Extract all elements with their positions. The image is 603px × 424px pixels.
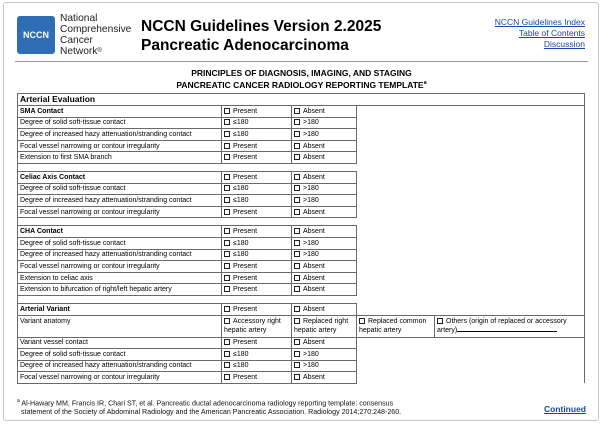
option-cell [222,117,292,129]
option-cell [222,349,292,361]
criterion-label: Focal vessel narrowing or contour irregularity [18,140,222,152]
checkbox[interactable] [294,174,300,180]
option-label: Present [233,228,258,236]
checkbox[interactable] [224,240,230,246]
blank-cell [357,152,585,164]
option-label: Replaced right hepatic artery [294,317,349,334]
option-label: >180 [303,350,319,358]
option-label: >180 [303,239,319,247]
option-cell [292,315,357,337]
radiology-template-table [17,93,585,384]
blank-cell [357,218,585,226]
option-cell [292,140,357,152]
spacer-cell [292,163,357,171]
checkbox[interactable] [294,318,300,324]
blank-cell [357,226,585,238]
criterion-label: Extension to first SMA branch [18,152,222,164]
registered-mark: ® [97,48,102,54]
blank-cell [357,295,585,303]
option-label: >180 [303,185,319,193]
blank-cell [357,171,585,183]
blank-cell [357,272,585,284]
checkbox[interactable] [224,197,230,203]
footnote [17,397,401,417]
blank-cell [357,206,585,218]
spacer-row [18,295,585,303]
spacer-cell [222,295,292,303]
criterion-label: Focal vessel narrowing or contour irregularity [18,206,222,218]
option-label: Present [233,142,258,150]
option-cell [292,360,357,372]
other-artery-input[interactable] [457,326,557,332]
criterion-label: Focal vessel narrowing or contour irregularity [18,372,222,384]
criterion-label: Extension to bifurcation of right/left hepatic artery [18,284,222,296]
spacer-cell [18,295,222,303]
option-cell [292,261,357,273]
checkbox[interactable] [359,318,365,324]
guidelines-index-link[interactable]: NCCN Guidelines Index [494,17,585,27]
checkbox[interactable] [294,374,300,380]
blank-cell [357,163,585,171]
option-label: Present [233,305,258,313]
option-cell [222,315,292,337]
option-cell [222,237,292,249]
option-cell [222,284,292,296]
footnote-marker: a [17,398,20,404]
checkbox[interactable] [294,240,300,246]
option-label: Present [233,374,258,382]
option-cell [222,261,292,273]
option-cell [292,272,357,284]
spacer-cell [292,295,357,303]
criterion-label: Degree of increased hazy attenuation/stranding contact [18,360,222,372]
option-cell [222,360,292,372]
blank-cell [357,195,585,207]
checkbox[interactable] [437,318,443,324]
header-divider [15,61,588,62]
option-cell [222,249,292,261]
option-label: Others (origin of replaced or accessory artery) [437,317,567,334]
checkbox[interactable] [294,197,300,203]
option-label: Present [233,274,258,282]
option-cell [222,183,292,195]
page-title [141,17,381,55]
option-cell [292,195,357,207]
checkbox[interactable] [224,174,230,180]
checkbox[interactable] [294,131,300,137]
option-label: Absent [303,208,325,216]
criterion-label: Degree of increased hazy attenuation/stranding contact [18,249,222,261]
option-cell [292,249,357,261]
option-label: Absent [303,286,325,294]
guideline-topic: Pancreatic Adenocarcinoma [141,37,349,54]
option-label: Absent [303,374,325,382]
arterial-evaluation-heading: Arterial Evaluation [18,94,585,106]
option-cell [292,152,357,164]
logo-text: NCCN [23,30,49,40]
checkbox[interactable] [294,339,300,345]
checkbox[interactable] [224,131,230,137]
table-row [18,183,585,195]
org-line: Comprehensive [60,24,132,35]
checkbox[interactable] [294,143,300,149]
option-label: Absent [303,262,325,270]
table-row [18,315,585,337]
checkbox[interactable] [224,108,230,114]
blank-cell [357,129,585,141]
option-label: Replaced common hepatic artery [359,317,427,334]
checkbox[interactable] [224,143,230,149]
option-label: Present [233,286,258,294]
footnote-line1: $^a$ Al-Hawary MM, Francis IR, Chari ST, et al. Pancreatic ductal adenocarcinoma radiology reporting template: consensus [17,398,394,408]
option-label: ≤180 [233,196,249,204]
option-label: Absent [303,228,325,236]
blank-cell [357,140,585,152]
option-label: Present [233,173,258,181]
table-row [18,372,585,384]
section-row [18,94,585,106]
option-label: Present [233,208,258,216]
table-row [18,117,585,129]
table-row [18,152,585,164]
checkbox[interactable] [224,286,230,292]
blank-cell [357,237,585,249]
checkbox[interactable] [294,362,300,368]
guideline-nav [495,17,585,50]
option-cell [292,284,357,296]
blank-cell [357,117,585,129]
checkbox[interactable] [294,228,300,234]
option-cell [292,117,357,129]
footnote-line2: statement of the Society of Abdominal Radiology and the American Pancreatic Association. Radiology 2014;270:248-260. [21,408,402,417]
criterion-label: Extension to celiac axis [18,272,222,284]
checkbox[interactable] [294,209,300,215]
option-cell [222,272,292,284]
table-row [18,261,585,273]
option-cell [222,337,292,349]
option-cell [222,206,292,218]
section-heading [15,68,588,90]
option-cell [292,183,357,195]
guideline-version: NCCN Guidelines Version 2.2025 [141,18,382,35]
section-heading-line1: PRINCIPLES OF DIAGNOSIS, IMAGING, AND STAGING [191,68,412,78]
checkbox[interactable] [294,185,300,191]
group-row [18,106,585,118]
option-label: ≤180 [233,130,249,138]
option-label: Absent [303,173,325,181]
blank-cell [357,337,585,349]
checkbox[interactable] [224,251,230,257]
table-row [18,206,585,218]
option-label: Absent [303,274,325,282]
option-cell [292,303,357,315]
org-line: Cancer [60,35,93,46]
option-label: Present [233,107,258,115]
option-label: ≤180 [233,185,249,193]
checkbox[interactable] [294,108,300,114]
blank-cell [357,249,585,261]
option-label: Present [233,154,258,162]
checkbox[interactable] [294,263,300,269]
option-label: Absent [303,107,325,115]
option-cell [222,372,292,384]
option-label: Present [233,339,258,347]
org-line: Network® [60,46,102,57]
option-label: Accessory right hepatic artery [224,317,281,334]
option-label: Present [233,262,258,270]
option-cell [222,171,292,183]
discussion-link[interactable]: Discussion [543,39,585,49]
criterion-label: Degree of solid soft-tissue contact [18,237,222,249]
option-cell [222,303,292,315]
section-heading-line2: PANCREATIC CANCER RADIOLOGY REPORTING TEMPLATE$^a$ [176,79,427,90]
spacer-row [18,218,585,226]
table-row [18,249,585,261]
criterion-label: Variant anatomy [18,315,222,337]
option-cell [222,140,292,152]
blank-cell [357,106,585,118]
blank-cell [357,183,585,195]
group-title: Arterial Variant [18,303,222,315]
group-row [18,303,585,315]
spacer-row [18,163,585,171]
checkbox[interactable] [294,154,300,160]
option-cell [292,226,357,238]
group-title: CHA Contact [18,226,222,238]
option-label: Absent [303,142,325,150]
table-row [18,140,585,152]
checkbox[interactable] [294,251,300,257]
option-cell [222,129,292,141]
footnote-ref[interactable]: a [423,80,427,86]
spacer-cell [18,218,222,226]
org-name [60,13,131,57]
blank-cell [357,303,585,315]
checkbox[interactable] [224,275,230,281]
checkbox[interactable] [224,119,230,125]
option-cell [435,315,585,337]
spacer-cell [292,218,357,226]
table-row [18,237,585,249]
criterion-label: Degree of increased hazy attenuation/stranding contact [18,195,222,207]
option-cell [292,372,357,384]
checkbox[interactable] [224,209,230,215]
checkbox[interactable] [224,228,230,234]
checkbox[interactable] [224,351,230,357]
spacer-cell [222,163,292,171]
blank-cell [357,360,585,372]
blank-cell [357,349,585,361]
option-label: ≤180 [233,362,249,370]
option-cell [292,237,357,249]
option-label: Absent [303,154,325,162]
table-row [18,284,585,296]
option-label: ≤180 [233,119,249,127]
checkbox[interactable] [224,362,230,368]
checkbox[interactable] [224,154,230,160]
checkbox[interactable] [224,374,230,380]
checkbox[interactable] [294,286,300,292]
option-cell [292,349,357,361]
checkbox[interactable] [224,318,230,324]
option-label: ≤180 [233,251,249,259]
option-cell [292,129,357,141]
checkbox[interactable] [294,275,300,281]
option-label: ≤180 [233,350,249,358]
table-of-contents-link[interactable]: Table of Contents [518,28,585,38]
table-row [18,349,585,361]
table-row [18,129,585,141]
option-cell [357,315,435,337]
option-cell [292,106,357,118]
option-cell [222,195,292,207]
blank-cell [357,261,585,273]
criterion-label: Focal vessel narrowing or contour irregularity [18,261,222,273]
spacer-cell [222,218,292,226]
option-label: >180 [303,251,319,259]
checkbox[interactable] [294,306,300,312]
blank-cell [357,372,585,384]
option-label: >180 [303,119,319,127]
group-title: Celiac Axis Contact [18,171,222,183]
criterion-label: Degree of solid soft-tissue contact [18,349,222,361]
option-label: ≤180 [233,239,249,247]
table-row [18,337,585,349]
checkbox[interactable] [224,306,230,312]
option-label: Absent [303,339,325,347]
group-row [18,171,585,183]
option-label: >180 [303,362,319,370]
option-cell [222,226,292,238]
option-label: >180 [303,196,319,204]
table-row [18,272,585,284]
option-cell [222,106,292,118]
checkbox[interactable] [224,339,230,345]
spacer-cell [18,163,222,171]
criterion-label: Degree of increased hazy attenuation/stranding contact [18,129,222,141]
option-label: Absent [303,305,325,313]
option-cell [292,337,357,349]
option-cell [292,171,357,183]
org-line: National [60,13,98,24]
checkbox[interactable] [224,185,230,191]
option-cell [222,152,292,164]
group-title: SMA Contact [18,106,222,118]
table-row [18,360,585,372]
blank-cell [357,284,585,296]
table-row [18,195,585,207]
criterion-label: Degree of solid soft-tissue contact [18,183,222,195]
nccn-logo [17,16,55,54]
group-row [18,226,585,238]
option-cell [292,206,357,218]
checkbox[interactable] [294,119,300,125]
checkbox[interactable] [224,263,230,269]
option-label: >180 [303,130,319,138]
continued-link[interactable]: Continued [543,404,586,414]
criterion-label: Variant vessel contact [18,337,222,349]
criterion-label: Degree of solid soft-tissue contact [18,117,222,129]
checkbox[interactable] [294,351,300,357]
